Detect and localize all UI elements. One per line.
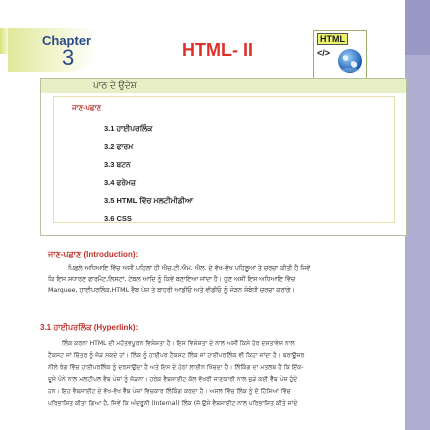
chapter-number: 3	[62, 45, 75, 70]
objective-item: 3.5 HTML ਵਿੱਚ ਮਲਟੀਮੀਡੀਆ	[104, 196, 194, 205]
objective-item: 3.2 ਫਾਰਮ	[104, 142, 134, 151]
paragraph-line: ਟੈਕਸਟ ਜਾਂ ਚਿੱਤਰ ਨੂੰ ਜੋੜ ਸਕਦੇ ਹਾਂ। ਲਿੰਕ ਨੂੰ ਹਾਈਪਰ ਟੈਕਸਟ ਲਿੰਕ ਜਾਂ ਹਾਈਪਰਲਿੰਕ ਵੀ ਕਿਹਾ ਜਾਂਦਾ ਹੈ। ਬਰਾਊਜ਼ਰ	[48, 352, 305, 359]
paragraph-line: Marquee, ਹਾਈਪਰਲਿੰਕ,HTML ਵੈਬ ਪੇਜ਼ ਤੇ ਬਾਹਰੀ ਆਡੀਓ ਅਤੇ ਵੀਡੀਓ ਨੂੰ ਜੋੜਨ ਸੰਬੰਧੀ ਚਰਚਾ ਕਰਾਂਗੇ।	[48, 287, 295, 294]
html-logo-code: </>	[317, 48, 331, 58]
paragraph-line: ਪਿਛਲੇ ਅਧਿਆਇ ਵਿੱਚ ਅਸੀਂ ਪਹਿਲਾਂ ਹੀ ਐਚ.ਟੀ.ਐਮ. ਐਲ. ਦੇ ਵੱਖ-ਵੱਖ ਪਹਿਲੂਆਂ ਤੇ ਚਰਚਾ ਕੀਤੀ ਹੈ ਜਿਵੇਂ	[68, 265, 311, 272]
right-margin-band	[405, 0, 430, 430]
html-logo	[313, 30, 367, 82]
section-heading-introduction: ਜਾਣ-ਪਛਾਣ (Introduction):	[48, 250, 139, 259]
paragraph-line: ਕਿ ਇਸ ਸਧਾਰਣ ਫਾਰਮੈਟ,ਲਿਸਟਾਂ, ਟੇਬਲ ਆਦਿ ਨੂੰ ਕਿਵੇਂ ਬਣਾਇਆ ਜਾਂਦਾ ਹੈ। ਹੁਣ ਅਸੀਂ ਇਸ ਅਧਿਆਇ ਵਿੱਚ	[48, 276, 296, 283]
paragraph-line: ਦੂਜੇ ਪੰਨੇ ਨਾਲ ਮਲਟੀਪਲ ਵੈਬ ਪੇਜ਼ਾਂ ਨੂੰ ਜੋੜਨਾ। ਹਰੇਕ ਵੈਬਸਾਈਟ ਕੋਲ ਵੱਖਰੀ ਜਾਣਕਾਰੀ ਨਾਲ ਜੁੜੇ ਕਈ ਵੈੱਬ ਪੇਜ਼ ਹੁੰਦੇ	[48, 376, 298, 383]
objective-item: 3.6 CSS	[104, 214, 132, 223]
objectives-header	[41, 79, 406, 93]
section-heading-hyperlink: 3.1 ਹਾਈਪਰਲਿੰਕ (Hyperlink):	[40, 323, 139, 332]
globe-icon	[336, 47, 364, 75]
corner-accent	[0, 28, 8, 54]
objective-item: 3.1 ਹਾਈਪਰਲਿੰਕ	[104, 124, 153, 133]
paragraph-line: ਨੀਲੇ ਰੰਗ ਵਿੱਚ ਹਾਈਪਰਲਿੰਕ ਨੂੰ ਦਰਸਾਉਂਦਾ ਹੈ ਅਤੇ ਇਸ ਦੇ ਹੇਠਾਂ ਲਾਈਨ ਖਿੱਚਦਾ ਹੈ। ਲਿੰਕਿੰਗ ਦਾ ਮਤਲਬ ਹੈ ਕਿ ਇੱਕ-	[48, 364, 304, 371]
paragraph-line: ਹਨ। ਇਹ ਵੈਬਸਾਈਟ ਦੇ ਵੱਖ-ਵੱਖ ਵੈੱਬ ਪੇਜ਼ਾਂ ਵਿਚਕਾਰ ਲਿੰਕਿੰਗ ਕਰਦਾ ਹੈ। ਅਸਲ ਵਿੱਚ ਲਿੰਕ ਨੂੰ ਦੋ ਹਿੱਸਿਆਂ ਵਿੱਚ	[48, 388, 291, 395]
page-title: HTML- II	[182, 40, 253, 60]
objectives-box	[40, 78, 407, 236]
html-logo-tag: HTML	[317, 33, 348, 45]
objectives-heading: ਪਾਠ ਦੇ ਉਦੇਸ਼	[93, 80, 137, 90]
paragraph-line: ਲਿੰਕ ਕਰਨਾ HTML ਦੀ ਮਹੱਤਵਪੂਰਨ ਵਿਸ਼ੇਸ਼ਤਾ ਹੈ। ਇਸ ਵਿਸ਼ੇਸ਼ਤਾ ਦੇ ਨਾਲ ਅਸੀਂ ਕਿਸੇ ਹੋਰ ਦਸਤਾਵੇਜ਼ ਨਾਲ	[62, 340, 295, 347]
objective-item: 3.3 ਬਟਨ	[104, 160, 131, 169]
paragraph-line: ਪਰਿਭਾਸ਼ਿਤ ਕੀਤਾ ਗਿਆ ਹੈ, ਜਿਵੇਂ ਕਿ ਅੰਦਰੂਨੀ (Internal) ਲਿੰਕ (ਜੋ ਉਸੇ ਵੈਬਸਾਈਟ ਨਾਲ ਪਰਿਭਾਸ਼ਿਤ ਕੀਤੇ ਜਾਂਦੇ	[48, 400, 298, 407]
objective-intro: ਜਾਣ-ਪਛਾਣ	[72, 105, 102, 112]
right-margin-band-top	[405, 0, 430, 55]
objective-item: 3.4 ਫਰੇਮਜ਼	[104, 178, 136, 187]
objectives-list-frame	[53, 96, 395, 223]
chapter-label: Chapter	[42, 33, 92, 48]
